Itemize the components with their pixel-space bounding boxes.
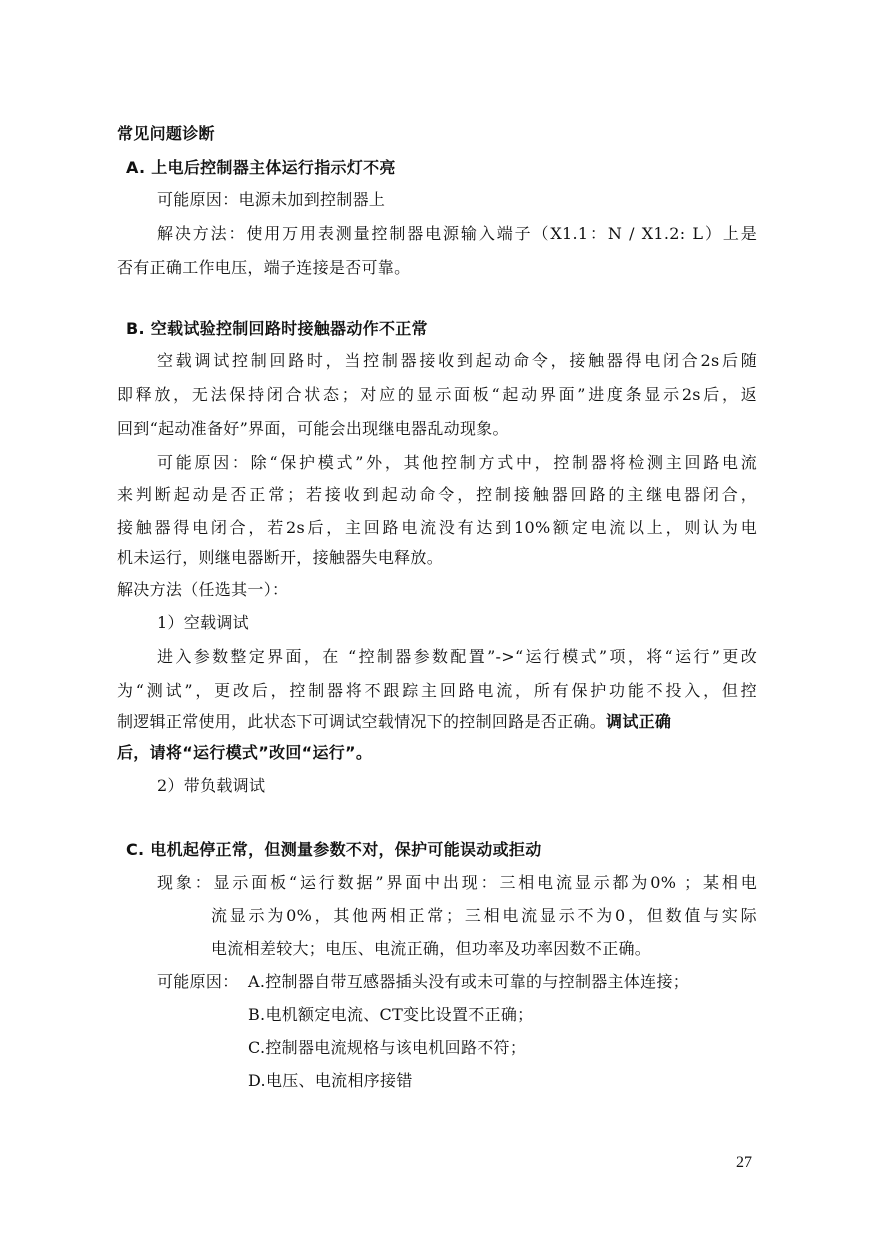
section-a-solution-line2: 否有正确工作电压，端子连接是否可靠。 [117, 258, 411, 277]
section-c-cause-d: D.电压、电流相序接错 [248, 1071, 413, 1090]
section-b-p1-line1: 空载调试控制回路时，当控制器接收到起动命令，接触器得电闭合2s后随 [157, 351, 757, 370]
section-c-symptom-line2: 流显示为0%，其他两相正常；三相电流显示不为0，但数值与实际 [211, 906, 757, 925]
section-b-p3-line2: 为“测试”，更改后，控制器将不跟踪主回路电流，所有保护功能不投入，但控 [117, 681, 757, 700]
section-a-solution-line1: 解决方法：使用万用表测量控制器电源输入端子（X1.1：N / X1.2: L）上是 [157, 224, 757, 243]
section-c-symptom-line1: 现象：显示面板“运行数据”界面中出现：三相电流显示都为0% ；某相电 [157, 873, 757, 892]
section-b-option-1: 1）空载调试 [157, 613, 249, 632]
section-b-option-2: 2）带负载调试 [157, 776, 266, 795]
section-b-p1-line2: 即释放，无法保持闭合状态；对应的显示面板“起动界面”进度条显示2s后，返 [117, 385, 757, 404]
section-b-p3-line1: 进入参数整定界面，在 “控制器参数配置”->“运行模式”项，将“运行”更改 [157, 647, 757, 666]
section-a-cause: 可能原因：电源未加到控制器上 [157, 190, 386, 209]
section-b-solution-heading: 解决方法（任选其一）： [117, 580, 289, 599]
section-b-p2-line2: 来判断起动是否正常；若接收到起动命令，控制接触器回路的主继电器闭合， [117, 485, 757, 504]
section-b-p3-line3 [117, 712, 671, 732]
section-a-title: A. 上电后控制器主体运行指示灯不亮 [126, 158, 396, 177]
section-heading: 常见问题诊断 [117, 124, 215, 143]
section-b-p2-line3: 接触器得电闭合，若2s后，主回路电流没有达到10%额定电流以上，则认为电 [117, 518, 757, 537]
section-b-p3-line3-emphasis: 调试正确 [606, 712, 672, 731]
section-b-title: B. 空载试验控制回路时接触器动作不正常 [126, 319, 428, 338]
section-c-cause-c: C.控制器电流规格与该电机回路不符； [248, 1038, 527, 1057]
section-b-p2-line4: 机未运行，则继电器断开，接触器失电释放。 [117, 548, 444, 567]
section-b-p3-line4-emphasis: 后，请将“运行模式”改回“运行”。 [117, 743, 373, 762]
section-b-p1-line3: 回到“起动准备好”界面，可能会出现继电器乱动现象。 [117, 419, 509, 438]
page-number: 27 [736, 1154, 752, 1171]
section-c-symptom-line3: 电流相差较大；电压、电流正确，但功率及功率因数不正确。 [211, 939, 652, 958]
section-b-p2-line1: 可能原因：除“保护模式”外，其他控制方式中，控制器将检测主回路电流 [157, 453, 757, 472]
section-c-cause-label: 可能原因： [157, 972, 239, 991]
section-c-cause-b: B.电机额定电流、CT变比设置不正确； [248, 1005, 534, 1024]
section-c-title: C. 电机起停正常，但测量参数不对，保护可能误动或拒动 [126, 840, 542, 859]
section-b-p3-line3-text: 制逻辑正常使用，此状态下可调试空载情况下的控制回路是否正确。 [117, 712, 607, 731]
section-c-cause-a: A.控制器自带互感器插头没有或未可靠的与控制器主体连接； [248, 972, 690, 991]
